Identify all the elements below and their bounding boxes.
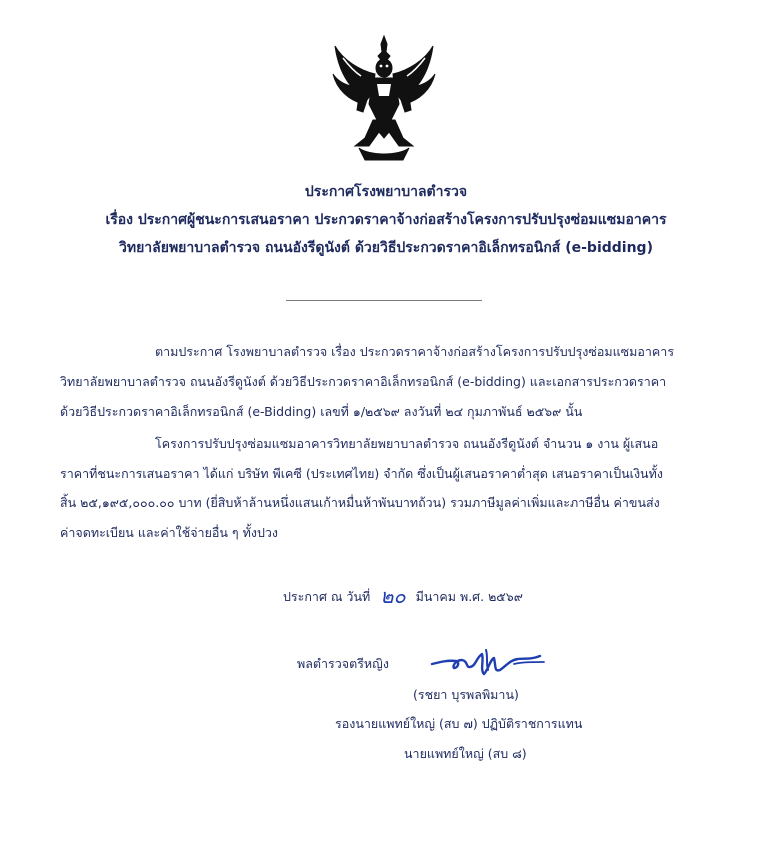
subject-line-2: วิทยาลัยพยาบาลตำรวจ ถนนอังรีดูนังต์ ด้วยวิธีประกวดราคาอิเล็กทรอนิกส์ (e-bidding) — [119, 240, 653, 256]
paragraph-1-line-2: วิทยาลัยพยาบาลตำรวจ ถนนอังรีดูนังต์ ด้วยวิธีประกวดราคาอิเล็กทรอนิกส์ (e-bidding) และเอกสารประกวดราคา — [60, 374, 667, 389]
paragraph-2-line-2: ราคาที่ชนะการเสนอราคา ได้แก่ บริษัท พีเคซี (ประเทศไทย) จำกัด ซึ่งเป็นผู้เสนอราคาต่ำสุด เสนอราคาเป็นเงินทั้ง — [60, 466, 663, 481]
date-day-handwritten: ๒๐ — [380, 584, 406, 608]
divider — [286, 300, 482, 301]
garuda-emblem-icon — [329, 34, 439, 162]
signatory-rank: พลตำรวจตรีหญิง — [297, 656, 389, 671]
paragraph-2-line-1: โครงการปรับปรุงซ่อมแซมอาคารวิทยาลัยพยาบาลตำรวจ ถนนอังรีดูนังต์ จำนวน ๑ งาน ผู้เสนอ — [155, 436, 659, 451]
page-title: ประกาศโรงพยาบาลตำรวจ — [304, 184, 468, 200]
signatory-position-2: นายแพทย์ใหญ่ (สบ ๘) — [404, 746, 527, 761]
paragraph-1-line-1: ตามประกาศ โรงพยาบาลตำรวจ เรื่อง ประกวดราคาจ้างก่อสร้างโครงการปรับปรุงซ่อมแซมอาคาร — [155, 344, 675, 359]
paragraph-2-line-3: สิ้น ๒๕,๑๙๕,๐๐๐.๐๐ บาท (ยี่สิบห้าล้านหนึ่งแสนเก้าหมื่นห้าพันบาทถ้วน) รวมภาษีมูลค่าเพิ่มและภาษีอื่น ค่าขนส่ง — [60, 495, 660, 510]
signatory-position-1: รองนายแพทย์ใหญ่ (สบ ๗) ปฏิบัติราชการแทน — [335, 716, 583, 731]
date-prefix: ประกาศ ณ วันที่ — [283, 589, 371, 604]
subject-line-1: เรื่อง ประกาศผู้ชนะการเสนอราคา ประกวดราคาจ้างก่อสร้างโครงการปรับปรุงซ่อมแซมอาคาร — [105, 212, 667, 228]
paragraph-1-line-3: ด้วยวิธีประกวดราคาอิเล็กทรอนิกส์ (e-Bidding) เลขที่ ๑/๒๕๖๙ ลงวันที่ ๒๔ กุมภาพันธ์ ๒๕๖๙ นั้น — [60, 404, 583, 419]
paragraph-2-line-4: ค่าจดทะเบียน และค่าใช้จ่ายอื่น ๆ ทั้งปวง — [60, 525, 279, 540]
signatory-name: (รชยา บุรพลพิมาน) — [413, 687, 519, 702]
signature-icon — [426, 640, 550, 684]
date-suffix: มีนาคม พ.ศ. ๒๕๖๙ — [415, 589, 523, 604]
announcement-date — [283, 578, 523, 610]
